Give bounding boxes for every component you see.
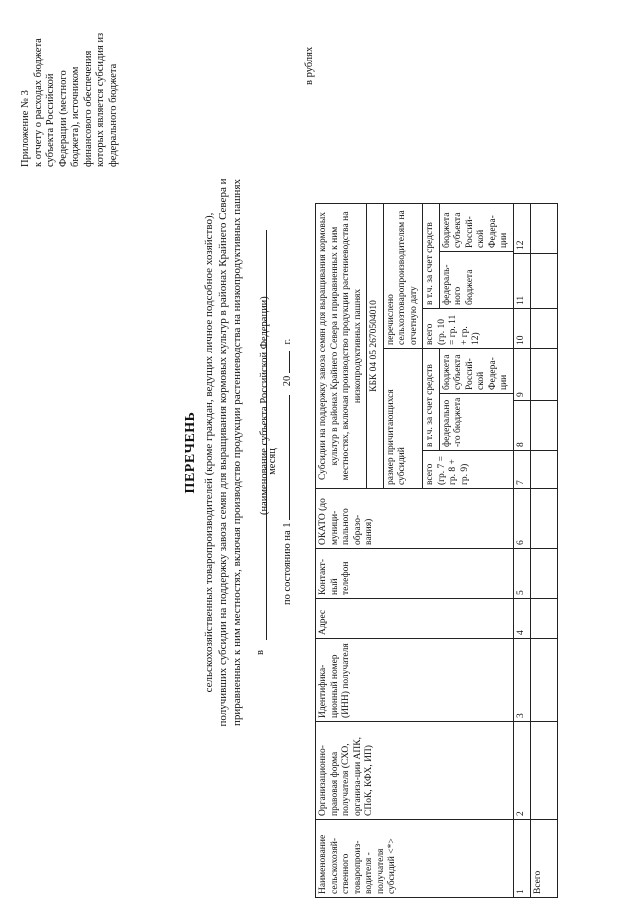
column-number: 4 [513,599,530,639]
annex-line: которых является субсидия из [95,32,106,167]
header-address: Адрес [316,599,514,639]
title-line: приравненных к ним местностях, включая производство продукции растениеводства на низкопродуктивных пашнях [231,179,243,726]
table-cell [530,722,557,820]
column-number: 9 [513,349,530,401]
table-cell [530,309,557,349]
table-cell [530,401,557,451]
recipients-table [315,0,558,898]
table-cell [530,349,557,401]
column-number: 3 [513,639,530,722]
subject-label: (наименование субъекта Российской Федерации) [259,296,270,515]
annex-line: федерального бюджета [107,63,119,167]
incl-label: в т.ч. за счет средств [423,204,440,308]
column-number: 10 [513,309,530,349]
table-cell [530,489,557,549]
header-total-transferred: всего (гр. 10 = гр. 11 + гр. 12) [423,309,514,349]
header-regional-transferred: бюджета субъекта Россий-ской Федера-ции [441,212,509,248]
annex-line: субъекта Российской [45,73,56,167]
header-legal-form: Организационно-правовая форма получателя (СХО, организа-ции АПК, СПоК, КФХ, ИП) [316,722,514,820]
header-transferred: перечислено сельхозтоваропроизводителям на отчетную дату [383,203,423,348]
month-blank [267,395,290,520]
column-number: 5 [513,549,530,599]
header-due-subsidy: размер причитающихся субсидий [383,349,423,489]
year-blank [279,351,290,373]
date-prefix: по состоянию на 1 [282,522,293,605]
annex-line: Федерации (местного [57,70,69,167]
column-number: 12 [513,203,530,253]
table-cell [530,254,557,309]
header-subsidy-group: Субсидии на поддержку завоза семян для выращивания кормовых культур в районах Крайнего Севера и приравненных к ним местностях, включая производство продукции растениеводства на низкопродуктивных пашнях [316,203,367,488]
header-inn: Идентифика-ционный номер (ИНН) получателя [316,639,514,722]
column-number: 7 [513,451,530,489]
month-label: месяц [267,448,278,475]
total-row-label: Всего [530,820,557,898]
year-suffix: г. [282,338,293,345]
year-prefix: 20 [282,375,293,387]
units-note: в рублях [304,46,315,85]
header-phone: Контакт-ный телефон [316,549,514,599]
header-kbk: КБК 04 05 2670504010 [367,203,384,488]
document-title: ПЕРЕЧЕНЬ [183,411,198,494]
blank-area [316,0,558,203]
annex-line: Приложение № 3 [20,90,31,167]
header-federal-due: федерально-го бюджета [440,393,513,450]
table-cell [530,451,557,489]
table-cell [530,203,557,253]
title-line: получивших субсидии на поддержку завоза семян для выращивания кормовых культур в районах Крайнего Севера и [217,178,229,727]
table-cell [530,549,557,599]
column-number: 1 [513,820,530,898]
annex-note [20,0,120,167]
header-federal-transferred: федераль-ного бюджета [440,251,513,308]
date-field [267,338,293,605]
title-line: сельскохозяйственных товаропроизводителей (кроме граждан, ведущих личное подсобное хозяйство), [203,212,215,693]
annex-line: бюджета), источником [70,66,81,167]
column-number: 11 [513,254,530,309]
header-okato: ОКАТО (до муници-пального образо-вания) [316,489,514,549]
table-cell [530,599,557,639]
annex-line: к отчету о расходах бюджета [32,38,44,167]
column-number: 8 [513,401,530,451]
incl-label: в т.ч. за счет средств [423,349,440,450]
column-number: 2 [513,722,530,820]
header-recipient-name: Наименование сельскохозяй-ственного товаропроиз-водителя - получателя субсидий <*> [316,820,514,898]
header-incl-due [423,349,514,451]
header-regional-due: бюджета субъекта Россий-ской Федера-ции [441,354,509,390]
annex-line: финансового обеспечения [82,50,94,167]
column-number: 6 [513,489,530,549]
header-incl-transferred [423,203,514,308]
table-cell [530,639,557,722]
subject-prefix: в [255,650,266,655]
header-total-due: всего (гр. 7 = гр. 8 + гр. 9) [423,451,514,489]
